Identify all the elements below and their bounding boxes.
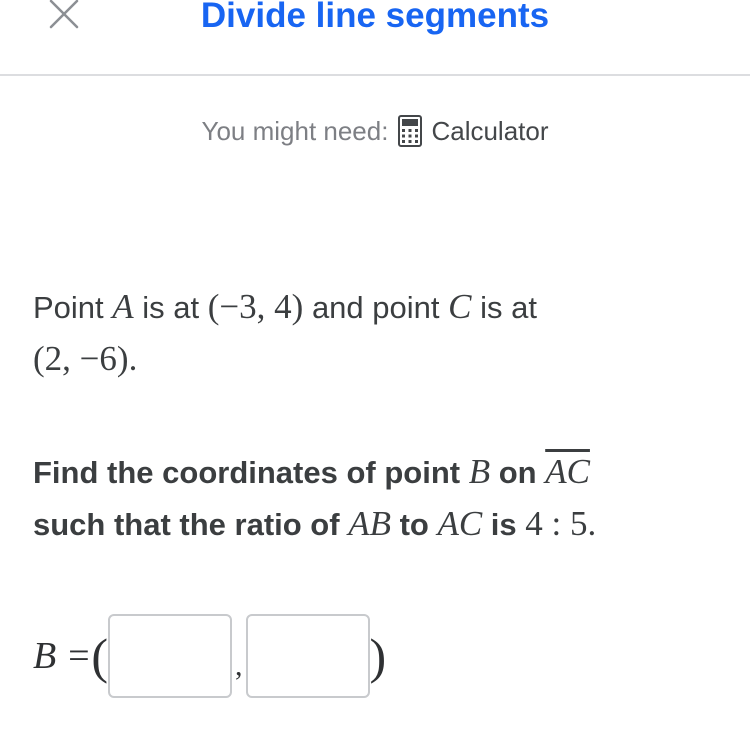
question-fragment: to: [390, 507, 438, 542]
question-text: [33, 446, 713, 550]
tools-label: You might need:: [201, 116, 389, 146]
point-c-label: C: [448, 287, 472, 326]
ratio-value: 4 : 5: [525, 504, 588, 543]
segment-ab-label: AB: [348, 504, 391, 543]
question-fragment: .: [587, 504, 597, 543]
answer-row: [33, 612, 386, 700]
question-fragment: Find the coordinates of point: [33, 455, 469, 490]
x-coordinate-input[interactable]: [108, 614, 232, 698]
problem-text: and point: [303, 290, 449, 325]
problem-text: Point: [33, 290, 113, 325]
open-paren: (: [91, 628, 109, 684]
calculator-icon[interactable]: [398, 115, 422, 147]
problem-text: is at: [133, 290, 208, 325]
page-title: Divide line segments: [200, 0, 550, 35]
answer-lhs: B =: [33, 635, 92, 677]
problem-statement: [33, 281, 713, 385]
header-divider: [0, 74, 750, 76]
question-fragment: is: [482, 507, 526, 542]
tools-row: [0, 114, 750, 148]
problem-text: .: [128, 339, 138, 378]
problem-text: is at: [471, 290, 537, 325]
calculator-link[interactable]: Calculator: [431, 116, 549, 146]
point-c-coordinates: (2, −6): [33, 339, 129, 378]
comma: ,: [235, 649, 243, 682]
point-a-coordinates: (−3, 4): [207, 287, 304, 326]
segment-ac-label: AC: [437, 504, 483, 543]
segment-ac: $\overline{AC}$: [545, 452, 590, 491]
point-b-label: B: [468, 452, 491, 491]
y-coordinate-input[interactable]: [246, 614, 370, 698]
close-paren: ): [369, 628, 387, 684]
question-fragment: on: [490, 455, 546, 490]
point-a-label: A: [112, 287, 134, 326]
question-fragment: such that the ratio of: [33, 507, 349, 542]
